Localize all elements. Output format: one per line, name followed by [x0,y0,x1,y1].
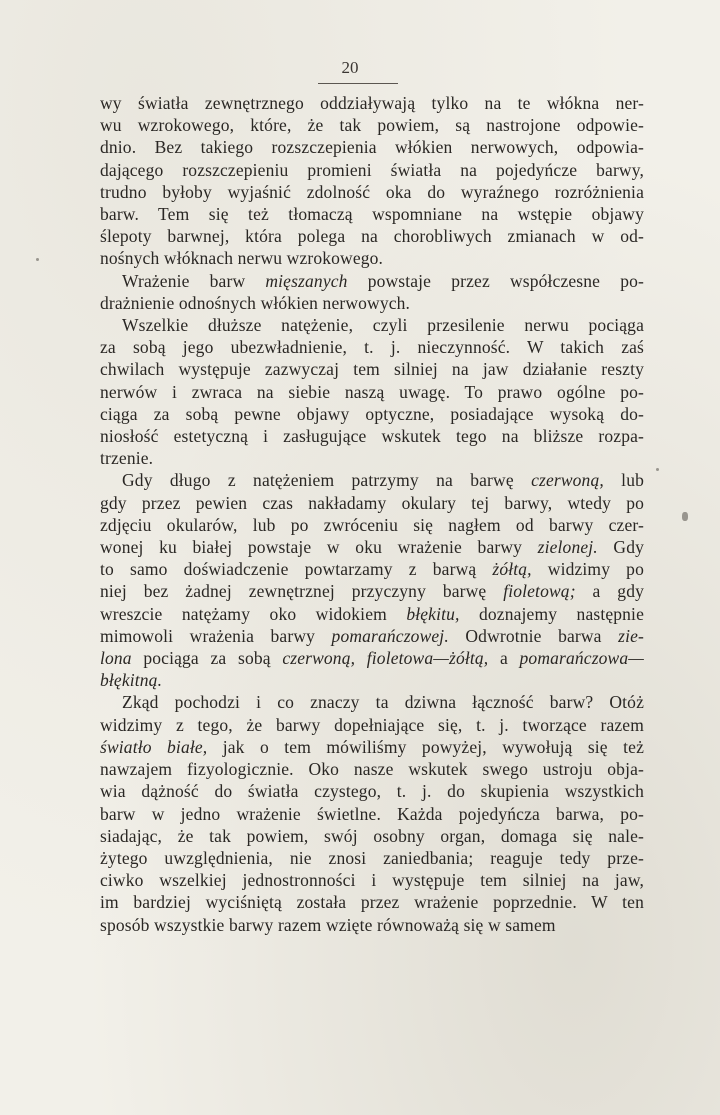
text-line [100,447,644,469]
text-segment: wia dążność do światła czystego, t. j. do skupienia wszystkich [100,781,644,802]
text-segment: Gdy [597,537,644,558]
ink-speck [682,512,688,521]
text-segment: nośnych włóknach nerwu wzrokowego. [100,248,384,269]
text-segment: chwilach występuje zazwyczaj tem silniej na jaw działanie reszty [100,359,644,380]
text-line [100,181,644,203]
text-line [100,825,644,847]
text-line [100,714,644,736]
text-segment: Odwrotnie barwa [448,625,619,646]
text-segment: a [488,648,520,669]
text-segment: trzenie. [100,448,154,469]
text-segment: żytego uwzględnienia, nie znosi zaniedbania; reaguje tedy prze- [100,847,644,868]
text-segment: nerwów i zwraca na siebie naszą uwagę. To prawo ogólne po- [100,381,644,402]
text-segment: ciąga za sobą pewne objawy optyczne, posiadające wysoką do- [100,403,644,424]
text-line [100,381,644,403]
body-text [100,92,644,936]
text-segment: dającego rozszczepieniu promieni światła na pojedyńcze barwy, [100,159,644,180]
paragraph [100,691,644,935]
text-segment: mimowoli wrażenia barwy [100,625,332,646]
text-line [100,336,644,358]
text-line [100,647,644,669]
text-line [100,847,644,869]
text-segment: za sobą jego ubezwładnienie, t. j. nieczynność. W takich zaś [100,337,644,358]
text-line [100,691,644,713]
paragraph [100,92,644,270]
text-segment: im bardziej wyciśniętą została przez wrażenie poprzednie. W ten [100,892,644,913]
italic-text: czerwoną, [531,470,604,491]
text-line [100,536,644,558]
text-segment: doznajemy następnie [459,603,644,624]
text-line [100,203,644,225]
text-line [100,780,644,802]
text-line [100,514,644,536]
text-segment: gdy przez pewien czas nakładamy okulary tej barwy, wtedy po [100,492,644,513]
page-number: 20 [341,58,359,77]
text-segment: dnio. Bez takiego rozszczepienia włókien nerwowych, odpowia- [100,137,644,158]
text-line [100,225,644,247]
text-segment: niej bez żadnej zewnętrznej przyczyny barwę [100,581,504,602]
text-line [100,758,644,780]
ink-speck [656,468,659,471]
text-segment: wy światła zewnętrznego oddziaływają tylko na te włókna ner- [100,93,644,113]
text-segment: widzimy z tego, że barwy dopełniające się, t. j. tworzące razem [100,714,644,735]
italic-text: czerwoną, fioletowa—żółtą, [282,648,489,669]
ink-speck [36,258,39,261]
text-segment: ślepoty barwnej, która polega na chorobliwych zmianach w od- [100,226,644,247]
italic-text: pomarańczowa— [519,648,644,669]
italic-text: zie- [618,625,644,646]
italic-text: pomarańczowej. [331,625,449,646]
text-line [100,358,644,380]
text-segment: zdjęciu okularów, lub po zwróceniu się nagłem od barwy czer- [100,514,644,535]
text-line [100,114,644,136]
text-line [100,492,644,514]
text-line [100,669,644,691]
page-number-rule [318,83,398,84]
text-segment: lub [603,470,644,491]
text-segment: siadając, że tak powiem, swój osobny organ, domaga się nale- [100,825,644,846]
text-segment: nawzajem fizyologicznie. Oko nasze wskutek swego ustroju obja- [100,759,644,780]
text-segment: Wrażenie barw [122,270,266,291]
text-line [100,736,644,758]
text-line [100,270,644,292]
text-line [100,869,644,891]
text-segment: niosłość estetyczną i zasługujące wskutek tego na bliższe rozpa- [100,426,644,447]
text-segment: sposób wszystkie barwy razem wzięte równoważą się w samem [100,914,556,935]
italic-text: fioletową; [503,581,576,602]
text-segment: wonej ku białej powstaje w oku wrażenie barwy [100,537,538,558]
italic-text: lona [100,648,132,669]
text-line [100,580,644,602]
text-segment: powstaje przez współczesne po- [347,270,644,291]
text-line [100,803,644,825]
text-line [100,136,644,158]
paragraph [100,314,644,469]
text-segment: wreszcie natężamy oko widokiem [100,603,407,624]
text-line [100,603,644,625]
text-segment: Zkąd pochodzi i co znaczy ta dziwna łączność barw? Otóż [122,692,644,713]
italic-text: błękitną. [100,670,163,691]
text-segment: trudno byłoby wyjaśnić zdolność oka do wyraźnego rozróżnienia [100,181,644,202]
italic-text: zielonej. [537,537,598,558]
text-line [100,625,644,647]
text-segment: wu wzrokowego, które, że tak powiem, są nastrojone odpowie- [100,115,644,136]
text-line [100,914,644,936]
text-line [100,247,644,269]
text-line [100,292,644,314]
text-line [100,403,644,425]
text-line [100,92,644,114]
italic-text: błękitu, [406,603,460,624]
text-segment: drażnienie odnośnych włókien nerwowych. [100,292,411,313]
paragraph [100,469,644,691]
text-segment: widzimy po [531,559,644,580]
italic-text: żółtą, [492,559,532,580]
text-segment: jak o tem mówiliśmy powyżej, wywołują się też [207,736,644,757]
text-line [100,314,644,336]
text-segment: barw. Tem się też tłomaczą wspomniane na wstępie objawy [100,204,644,225]
text-line [100,891,644,913]
text-line [100,159,644,181]
text-segment: Wszelkie dłuższe natężenie, czyli przesilenie nerwu pociąga [122,315,644,336]
paragraph [100,270,644,314]
text-segment: barw w jedno wrażenie świetlne. Każda pojedyńcza barwa, po- [100,803,644,824]
italic-text: światło białe, [100,736,208,757]
text-segment: a gdy [575,581,645,602]
text-line [100,425,644,447]
text-line [100,558,644,580]
text-segment: ciwko wszelkiej jednostronności i występuje tem silniej na jaw, [100,870,644,891]
text-line [100,469,644,491]
italic-text: mięszanych [265,270,348,291]
text-segment: to samo doświadczenie powtarzamy z barwą [100,559,493,580]
text-segment: pociąga za sobą [131,648,283,669]
text-segment: Gdy długo z natężeniem patrzymy na barwę [122,470,532,491]
